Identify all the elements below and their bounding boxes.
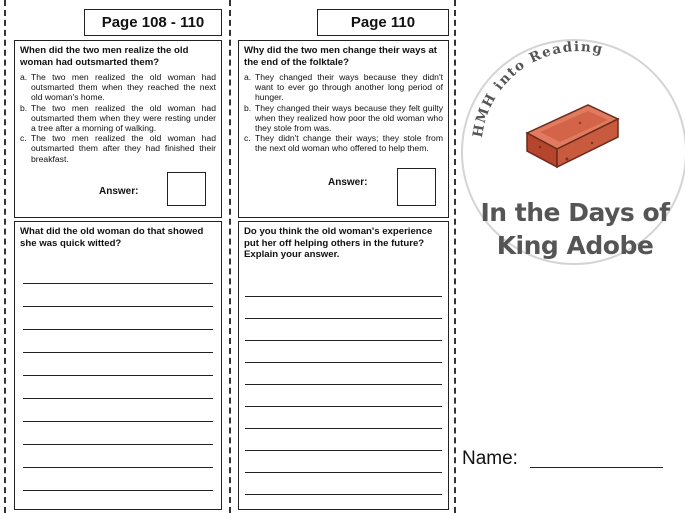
writing-line[interactable] <box>23 421 213 422</box>
answer-box[interactable] <box>397 168 436 206</box>
page-label-left: Page 108 - 110 <box>84 9 222 36</box>
writing-line[interactable] <box>23 329 213 330</box>
writing-line[interactable] <box>23 398 213 399</box>
writing-line[interactable] <box>245 450 442 451</box>
question-box-4 <box>238 221 449 510</box>
answer-box[interactable] <box>167 172 206 206</box>
writing-line[interactable] <box>23 467 213 468</box>
question-text: What did the old woman do that showed she was quick witted? <box>20 226 204 249</box>
brick-icon <box>522 103 622 169</box>
writing-line[interactable] <box>23 352 213 353</box>
writing-line[interactable] <box>23 444 213 445</box>
writing-line[interactable] <box>245 494 442 495</box>
writing-line[interactable] <box>245 406 442 407</box>
question-text: Why did the two men change their ways at the end of the folktale? <box>244 45 437 68</box>
option-c: c. They didn't change their ways; they stole from the next old woman who offered to help them. <box>244 133 443 154</box>
option-c: c. The two men realized the old woman had outsmarted them after they had finished their breakfast. <box>20 133 216 164</box>
page-label-middle: Page 110 <box>317 9 449 36</box>
arc-title-text: HMH into Reading <box>469 39 606 139</box>
question-box-1 <box>14 40 222 218</box>
writing-line[interactable] <box>23 283 213 284</box>
option-a: a. The two men realized the old woman had outsmarted them when they reached the next old woman's home. <box>20 72 216 103</box>
writing-line[interactable] <box>245 296 442 297</box>
book-title-line-1: In the Days of <box>480 198 670 227</box>
option-b: b. The two men realized the old woman had outsmarted them when they were resting under a tree after a morning of walking. <box>20 102 216 134</box>
question-box-2 <box>14 221 222 510</box>
name-label: Name: <box>462 448 518 469</box>
writing-line[interactable] <box>245 362 442 363</box>
question-text: Do you think the old woman's experience put her off helping others in the future? Explain your answer. <box>244 226 433 260</box>
writing-line[interactable] <box>245 340 442 341</box>
fold-line-left <box>4 0 6 513</box>
answer-options <box>244 72 443 154</box>
writing-line[interactable] <box>245 384 442 385</box>
writing-line[interactable] <box>245 472 442 473</box>
writing-line[interactable] <box>23 375 213 376</box>
option-b: b. They changed their ways because they felt guilty when they realized how poor the old woman who they stole from was. <box>244 102 443 134</box>
book-title-line-2: King Adobe <box>496 231 654 260</box>
writing-line[interactable] <box>245 318 442 319</box>
fold-line-middle <box>229 0 231 513</box>
question-text: When did the two men realize the old woman had outsmarted them? <box>20 45 189 68</box>
writing-line[interactable] <box>23 490 213 491</box>
writing-line[interactable] <box>245 428 442 429</box>
answer-options <box>20 72 216 164</box>
name-field[interactable] <box>530 467 663 468</box>
answer-label: Answer: <box>99 186 139 197</box>
answer-label: Answer: <box>328 177 368 188</box>
writing-line[interactable] <box>23 306 213 307</box>
option-a: a. They changed their ways because they didn't want to ever go through another long period of hunger. <box>244 72 443 103</box>
question-box-3 <box>238 40 449 218</box>
